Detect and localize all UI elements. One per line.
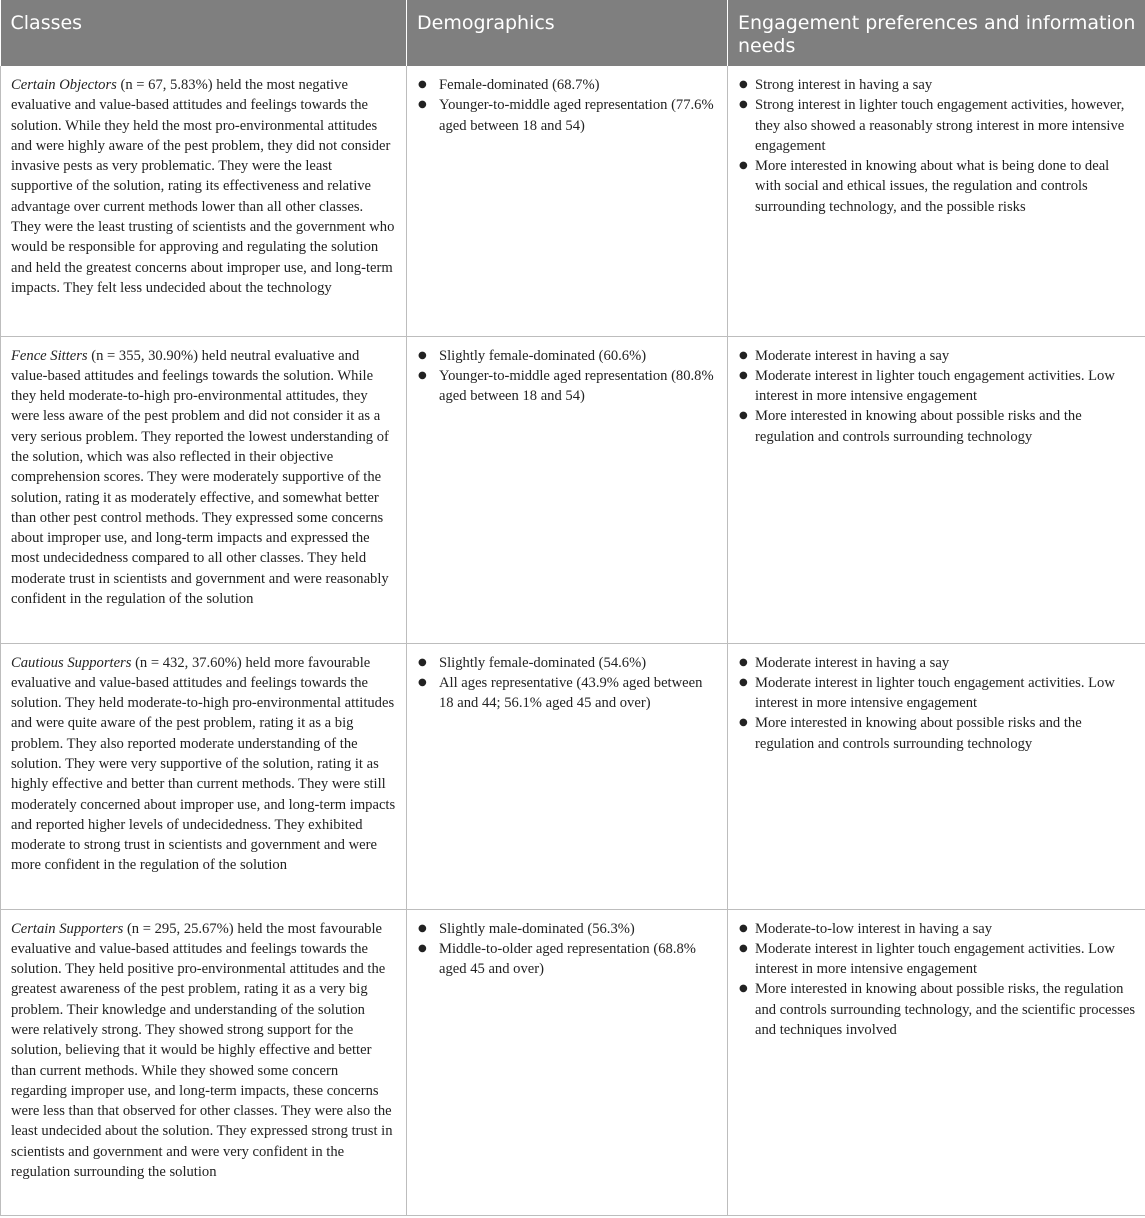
- class-description-cell: [1, 909, 407, 1215]
- class-description-cell: [1, 66, 407, 336]
- table-row: [1, 66, 1145, 336]
- class-description-cell: [1, 643, 407, 909]
- list-item: ● Moderate interest in lighter touch engagement activities. Low interest in more intensive engagement: [738, 673, 1135, 714]
- demographics-list: [417, 653, 717, 714]
- demographics-cell: [407, 909, 728, 1215]
- class-description-cell: [1, 336, 407, 643]
- list-item: ● More interested in knowing about possible risks, the regulation and controls surrounding technology, and the scientific processes and techniques involved: [738, 979, 1135, 1040]
- list-item: ● Younger-to-middle aged representation (80.8% aged between 18 and 54): [417, 366, 717, 407]
- engagement-list: [738, 75, 1135, 217]
- table-row: [1, 909, 1145, 1215]
- engagement-cell: [728, 336, 1145, 643]
- engagement-list: [738, 346, 1135, 447]
- table-row: [1, 336, 1145, 643]
- table-row: [1, 643, 1145, 909]
- engagement-list: [738, 653, 1135, 754]
- demographics-list: [417, 919, 717, 980]
- engagement-list: [738, 919, 1135, 1041]
- engagement-cell: [728, 66, 1145, 336]
- list-item: ● Younger-to-middle aged representation (77.6% aged between 18 and 54): [417, 95, 717, 136]
- demographics-list: [417, 346, 717, 407]
- class-name: Certain Supporters: [11, 920, 124, 937]
- header-row: [1, 0, 1145, 66]
- class-name: Certain Objectors: [11, 77, 117, 93]
- list-item: ● Moderate interest in lighter touch engagement activities. Low interest in more intensive engagement: [738, 939, 1135, 980]
- list-item: ● More interested in knowing about possible risks and the regulation and controls surrounding technology: [738, 713, 1135, 754]
- class-description: (n = 432, 37.60%) held more favourable evaluative and value-based attitudes and feelings towards the solution. They held moderate-to-high pro-environmental attitudes and were quite aware of the pest problem, rating it as a big problem. They also reported moderate understanding of the solution. They were very supportive of the solution, rating it as highly effective and better than current methods. They were still moderately concerned about improper use, and long-term impacts and reported higher levels of undecidedness. They exhibited moderate to strong trust in scientists and government and were more confident in the regulation of the solution: [11, 654, 396, 874]
- demographics-cell: [407, 643, 728, 909]
- demographics-list: [417, 75, 717, 136]
- list-item: ● Slightly female-dominated (54.6%): [417, 653, 717, 673]
- list-item: ● Moderate-to-low interest in having a say: [738, 919, 1135, 939]
- class-name: Fence Sitters: [11, 347, 88, 364]
- demographics-cell: [407, 66, 728, 336]
- list-item: ● Middle-to-older aged representation (68.8% aged 45 and over): [417, 939, 717, 980]
- table-body: [1, 66, 1145, 1215]
- header-demographics: Demographics: [407, 0, 728, 66]
- header-classes: Classes: [1, 0, 407, 66]
- list-item: ● More interested in knowing about what is being done to deal with social and ethical issues, the regulation and controls surrounding technology, and the possible risks: [738, 156, 1135, 217]
- engagement-cell: [728, 643, 1145, 909]
- table-header: [1, 0, 1145, 66]
- class-name: Cautious Supporters: [11, 654, 132, 671]
- class-description: (n = 67, 5.83%) held the most negative evaluative and value-based attitudes and feelings towards the solution. While they held the most pro-environmental attitudes and were highly aware of the pest problem, they did not consider invasive pests as very problematic. They were the least supportive of the solution, rating its effectiveness and relative advantage over current methods lower than all other classes. They were the least trusting of scientists and the government who would be responsible for approving and regulating the solution and held the greatest concerns about improper use, and long-term impacts. They felt less undecided about the technology: [11, 77, 395, 296]
- list-item: ● Slightly male-dominated (56.3%): [417, 919, 717, 939]
- list-item: ● Strong interest in having a say: [738, 75, 1135, 95]
- list-item: ● Moderate interest in having a say: [738, 346, 1135, 366]
- header-engagement: Engagement preferences and information needs: [728, 0, 1145, 66]
- list-item: ● Moderate interest in lighter touch engagement activities. Low interest in more intensive engagement: [738, 366, 1135, 407]
- class-description: (n = 355, 30.90%) held neutral evaluative and value-based attitudes and feelings towards the solution. While they held moderate-to-high pro-environmental attitudes, they were less aware of the pest problem and did not consider it as a very serious problem. They reported the lowest understanding of the solution, which was also reflected in their objective comprehension scores. They were moderately supportive of the solution, rating it as moderately effective, and somewhat better than other pest control methods. They expressed some concerns about improper use, and long-term impacts and expressed the most undecidedness compared to all other classes. They held moderate trust in scientists and government and were reasonably confident in the regulation of the solution: [11, 347, 389, 608]
- list-item: ● Moderate interest in having a say: [738, 653, 1135, 673]
- list-item: ● Slightly female-dominated (60.6%): [417, 346, 717, 366]
- class-description: (n = 295, 25.67%) held the most favourable evaluative and value-based attitudes and feelings towards the solution. They held positive pro-environmental attitudes and the greatest awareness of the pest problem, rating it as a very big problem. Their knowledge and understanding of the solution were relatively strong. They showed strong support for the solution, believing that it would be highly effective and better than current methods. While they showed some concern regarding improper use, and long-term impacts, these concerns were less than that observed for other classes. They were also the least undecided about the solution. They expressed strong trust in scientists and government and were very confident in the regulation surrounding the solution: [11, 920, 393, 1181]
- list-item: ● More interested in knowing about possible risks and the regulation and controls surrounding technology: [738, 406, 1135, 447]
- list-item: ● Strong interest in lighter touch engagement activities, however, they also showed a reasonably strong interest in more intensive engagement: [738, 95, 1135, 156]
- demographics-cell: [407, 336, 728, 643]
- engagement-cell: [728, 909, 1145, 1215]
- list-item: ● All ages representative (43.9% aged between 18 and 44; 56.1% aged 45 and over): [417, 673, 717, 714]
- list-item: ● Female-dominated (68.7%): [417, 75, 717, 95]
